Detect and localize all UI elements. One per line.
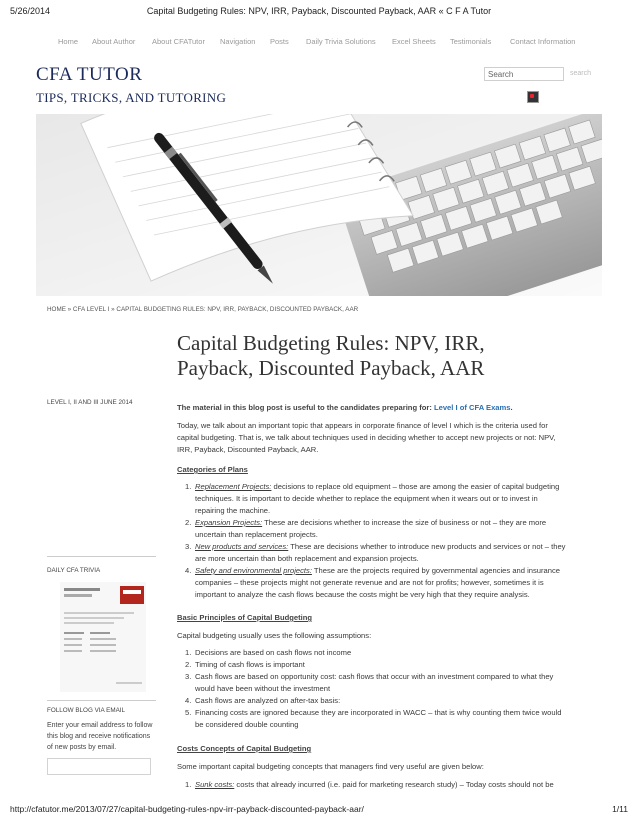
- list-item: 1. Sunk costs: costs that already incurred (i.e. paid for marketing research study) – Today costs should not be: [185, 780, 554, 789]
- follow-text-line: Enter your email address to follow: [47, 722, 153, 729]
- list-item: 3. New products and services: These are decisions whether to introduce new products and services or not – they are more uncertain than both replacement and expansion projects.: [185, 542, 566, 563]
- nav-item-about-author[interactable]: About Author: [92, 37, 136, 46]
- assumption-text: Cash flows are analyzed on after-tax basis:: [195, 696, 341, 705]
- assumption-text: Financing costs are ignored because they are incorporated in WACC – that is why counting them twice would: [195, 708, 562, 717]
- list-item: 5. Financing costs are ignored because they are incorporated in WACC – that is why counting them twice would be considered double counting: [185, 708, 562, 729]
- follow-blog-heading: FOLLOW BLOG VIA EMAIL: [47, 707, 126, 714]
- search-button[interactable]: search: [570, 70, 592, 77]
- costs-intro: Some important capital budgeting concepts that managers find very useful are given below:: [177, 762, 484, 771]
- sidebar-divider-2: [47, 700, 156, 701]
- daily-trivia-image[interactable]: [60, 582, 146, 692]
- site-tagline: TIPS, TRICKS, AND TUTORING: [36, 90, 227, 105]
- breadcrumb[interactable]: HOME » CFA LEVEL I » CAPITAL BUDGETING RULES: NPV, IRR, PAYBACK, DISCOUNTED PAYBACK, AAR: [47, 306, 359, 313]
- nav-item-daily-trivia[interactable]: Daily Trivia Solutions: [306, 37, 376, 46]
- intro-line: IRR, Payback, Discounted Payback, AAR.: [177, 445, 319, 454]
- plan-text: important to analyze the cash flows because the costs might be very high that they require analysis.: [195, 590, 530, 599]
- plan-text: uncertain than replacement projects.: [195, 530, 318, 539]
- plan-text: techniques. It is important to decide whether to replace the equipment when it wears out or to invest in: [195, 494, 538, 503]
- plans-list: [177, 481, 597, 601]
- list-item: 1. Decisions are based on cash flows not income: [185, 648, 352, 657]
- top-navigation: [0, 30, 638, 52]
- print-url: http://cfatutor.me/2013/07/27/capital-budgeting-rules-npv-irr-payback-discounted-payback-aar/: [10, 804, 364, 814]
- follow-blog-text: [47, 720, 157, 753]
- print-page-number: 1/11: [612, 804, 628, 814]
- intro-line: Today, we talk about an important topic that appears in corporate finance of level I which is the criteria used for: [177, 421, 548, 430]
- lead-text: The material in this blog post is useful to the candidates preparing for:: [177, 403, 432, 412]
- plan-text: companies – these projects might not generate revenue and are not for profits; however, sometimes it is: [195, 578, 544, 587]
- nav-item-about-cfatutor[interactable]: About CFATutor: [152, 37, 205, 46]
- follow-text-line: this blog and receive notifications: [47, 733, 151, 740]
- assumption-text: be considered double counting: [195, 720, 299, 729]
- post-date: LEVEL I, II AND III JUNE 2014: [47, 399, 133, 406]
- assumptions-list: [177, 647, 597, 731]
- plan-text: are more uncertain than both replacement and expansion projects.: [195, 554, 419, 563]
- plan-title: Safety and environmental projects:: [195, 566, 312, 575]
- daily-trivia-heading: DAILY CFA TRIVIA: [47, 567, 101, 574]
- nav-item-posts[interactable]: Posts: [270, 37, 289, 46]
- nav-item-testimonials[interactable]: Testimonials: [450, 37, 492, 46]
- site-brand[interactable]: [36, 64, 226, 106]
- trivia-thumbnail: [60, 582, 146, 692]
- nav-item-excel-sheets[interactable]: Excel Sheets: [392, 37, 436, 46]
- sidebar-divider: [47, 556, 156, 557]
- list-item: 4. Safety and environmental projects: These are the projects required by governmental agencies and insurance companies – these projects might not generate revenue and are not for profits; however, sometimes it is important to analyze the cash flows because the costs might be very high that they require analysis.: [185, 566, 561, 599]
- section-heading-costs: Costs Concepts of Capital Budgeting: [177, 744, 312, 753]
- print-header: [0, 0, 638, 20]
- plan-text: These are the projects required by governmental agencies and insurance: [313, 566, 561, 575]
- principles-intro: Capital budgeting usually uses the following assumptions:: [177, 631, 372, 640]
- plan-title: Replacement Projects:: [195, 482, 272, 491]
- plan-title: New products and services:: [195, 542, 289, 551]
- print-date: 5/26/2014: [10, 6, 51, 16]
- post-title-line-1: Capital Budgeting Rules: NPV, IRR,: [177, 331, 485, 355]
- plan-title: Expansion Projects:: [195, 518, 263, 527]
- section-heading-principles: Basic Principles of Capital Budgeting: [177, 613, 313, 622]
- costs-list: [177, 779, 597, 791]
- hero-illustration: [36, 114, 602, 296]
- plan-text: These are decisions whether to increase the size of business or not – they are more: [264, 518, 547, 527]
- plan-text: decisions to replace old equipment – those are among the easier of capital budgeting: [273, 482, 560, 491]
- level-link[interactable]: Level I of CFA Exams: [433, 403, 511, 412]
- intro-line: capital budgeting. That is, we talk about techniques used in deciding whether to accept new projects or not: NPV,: [177, 433, 556, 442]
- follow-text-line: of new posts by email.: [47, 744, 117, 751]
- assumption-text: Decisions are based on cash flows not income: [195, 648, 352, 657]
- assumption-text: Timing of cash flows is important: [195, 660, 305, 669]
- list-item: 4. Cash flows are analyzed on after-tax basis:: [185, 696, 341, 705]
- search-input[interactable]: Search: [484, 67, 564, 81]
- email-field[interactable]: [47, 758, 151, 775]
- print-page-title: Capital Budgeting Rules: NPV, IRR, Payback, Discounted Payback, AAR « C F A Tutor: [146, 6, 492, 16]
- list-item: 1. Replacement Projects: decisions to replace old equipment – those are among the easier of capital budgeting techniques. It is important to decide whether to replace the equipment when it wears out or to invest in repairing the machine.: [185, 482, 560, 515]
- post-title: [177, 331, 597, 381]
- plan-text: repairing the machine.: [195, 506, 271, 515]
- nav-item-contact[interactable]: Contact Information: [510, 37, 576, 46]
- list-item: 2. Expansion Projects: These are decisions whether to increase the size of business or not – they are more uncertain than replacement projects.: [185, 518, 547, 539]
- post-lead: The material in this blog post is useful to the candidates preparing for: Level I of CFA Exams.: [177, 403, 513, 412]
- list-item: 3. Cash flows are based on opportunity cost: cash flows that occur with an investment compared to what they would have been without the investment: [185, 672, 554, 693]
- intro-paragraph: [177, 420, 597, 456]
- plan-text: These are decisions whether to introduce new products and services or not – they: [290, 542, 566, 551]
- cost-text: costs that already incurred (i.e. paid for marketing research study) – Today costs should not be: [236, 780, 554, 789]
- list-item: 2. Timing of cash flows is important: [185, 660, 305, 669]
- post-title-line-2: Payback, Discounted Payback, AAR: [177, 356, 485, 380]
- rss-feed-icon[interactable]: [527, 91, 539, 103]
- site-title[interactable]: CFA TUTOR: [36, 64, 143, 85]
- nav-item-home[interactable]: Home: [58, 37, 79, 46]
- cost-title: Sunk costs:: [195, 780, 235, 789]
- assumption-text: would have been without the investment: [195, 684, 331, 693]
- nav-item-navigation[interactable]: Navigation: [220, 37, 256, 46]
- assumption-text: Cash flows are based on opportunity cost: cash flows that occur with an investment compared to what they: [195, 672, 554, 681]
- hero-image: [36, 114, 602, 296]
- section-heading-categories: Categories of Plans: [177, 465, 248, 474]
